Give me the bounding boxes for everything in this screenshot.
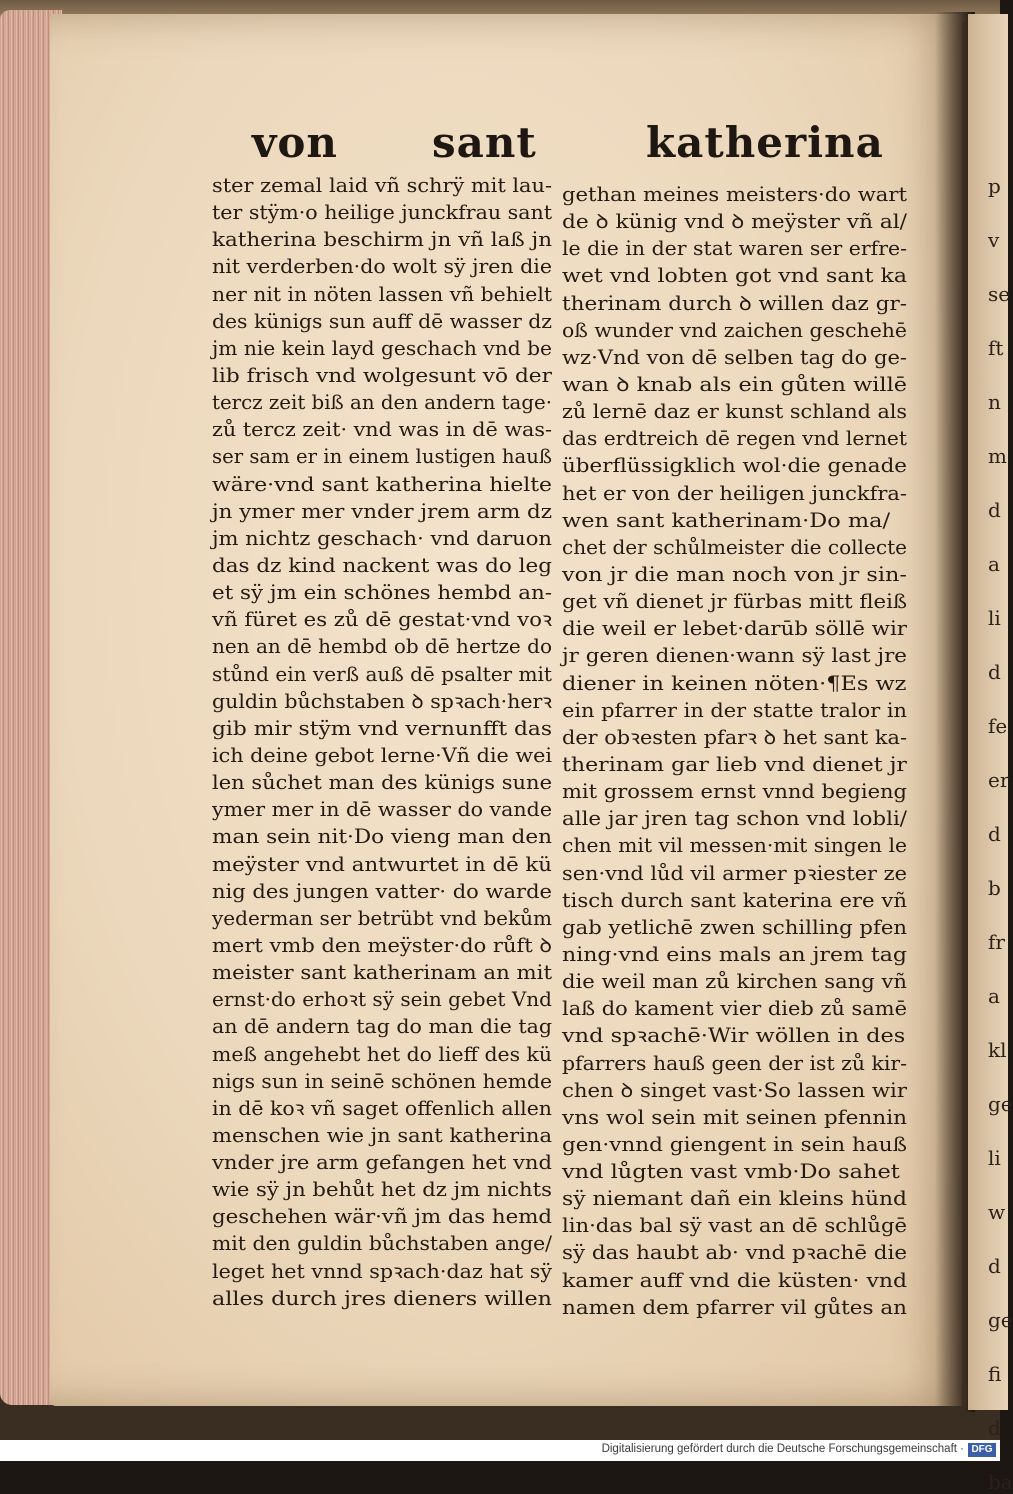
text-line: tisch durch sant katerina ere vñ	[562, 888, 907, 912]
text-line: ster zemal laid vñ schrÿ mit lau-	[212, 174, 552, 197]
text-line: in dē koꝛ vñ saget offenlich allen	[212, 1096, 552, 1120]
facing-page-fragment: a	[988, 984, 1000, 1008]
text-line: ein pfarrer in der statte tralor in	[562, 698, 907, 722]
text-line: der obꝛesten pfarꝛ ꝺ het sant ka-	[562, 725, 907, 749]
facing-page-fragment: fi	[988, 1362, 1002, 1386]
dfg-logo: DFG	[968, 1443, 996, 1457]
text-line: wen sant katherinam·Do ma/	[562, 508, 891, 532]
text-line: menschen wie jn sant katherina	[212, 1123, 552, 1147]
text-line: ning·vnd eins mals an jrem tag	[562, 942, 907, 966]
facing-page-fragment: v	[988, 228, 1000, 252]
text-line: namen dem pfarrer vil gůtes an	[562, 1295, 907, 1319]
text-line: jm nichtz geschach· vnd daruon	[212, 526, 552, 550]
facing-page-fragment: ge	[988, 1308, 1013, 1332]
text-line: katherina beschirm jn vñ laß jn	[212, 228, 552, 252]
facing-page-fragment: ft	[988, 336, 1004, 360]
text-line: vnd spꝛachē·Wir wöllen in des	[562, 1024, 906, 1048]
facing-page-fragment: n	[988, 390, 1001, 414]
text-line: et sÿ jm ein schönes hembd an-	[212, 581, 552, 605]
text-line: jr geren dienen·wann sÿ last jre	[562, 644, 907, 668]
facing-page-fragment: li	[988, 606, 1001, 630]
text-line: nen an dē hembd ob dē hertze do	[212, 635, 552, 659]
text-line: gab yetlichē zwen schilling pfen	[562, 915, 907, 939]
facing-page-fragment: m	[988, 444, 1007, 468]
text-line: vns wol sein mit seinen pfennin	[562, 1105, 907, 1129]
facing-page-fragment: a	[988, 552, 1000, 576]
text-line: jm nie kein layd geschach vnd be	[212, 336, 552, 360]
text-line: gethan meines meisters·do wart	[562, 183, 907, 206]
text-line: vnd lůgten vast vmb·Do sahet	[562, 1160, 900, 1184]
facing-page-fragment: d	[988, 1254, 1001, 1278]
text-line: chet der schůlmeister die collecte	[562, 535, 907, 559]
text-line: get vñ dienet jr fürbas mitt fleiß	[562, 590, 907, 614]
facing-page-fragment: w	[988, 1200, 1006, 1224]
text-line: wet vnd lobten got vnd sant ka	[562, 264, 907, 288]
footer-credit: Digitalisierung gefördert durch die Deutsche Forschungsgemeinschaft ·	[601, 1443, 964, 1455]
header-center: sant	[432, 118, 537, 167]
text-line: laß do kament vier dieb zů samē	[562, 997, 907, 1021]
text-line: len sůchet man des künigs sune	[212, 771, 552, 795]
text-line: gib mir stÿm vnd vernunfft das	[212, 716, 552, 740]
text-line: jn ymer mer vnder jrem arm dz	[212, 499, 552, 523]
text-line: ser sam er in einem lustigen hauß	[212, 445, 552, 469]
text-line: nig des jungen vatter· do warde	[212, 879, 552, 903]
text-line: ter stÿm·o heilige junckfrau sant	[212, 201, 552, 225]
text-line: tercz zeit biß an den andern tage·	[212, 391, 552, 415]
text-line: wan ꝺ knab als ein gůten willē	[562, 372, 907, 396]
text-column-right	[562, 181, 907, 1321]
text-line: le die in der stat waren ser erfre-	[562, 237, 907, 261]
facing-page-fragment: d	[988, 660, 1001, 684]
text-line: wäre·vnd sant katherina hielte	[212, 472, 552, 496]
text-line: mit grossem ernst vnnd begieng	[562, 780, 907, 804]
text-line: meß angehebt het do lieff des kü	[212, 1042, 552, 1066]
text-line: überflüssigklich wol·die genade	[562, 454, 907, 478]
text-line: an dē andern tag do man die tag	[212, 1015, 552, 1039]
text-line: gen·vnnd giengent in sein hauß	[562, 1132, 907, 1156]
text-line: alle jar jren tag schon vnd lobli/	[562, 807, 907, 831]
text-line: man sein nit·Do vieng man den	[212, 825, 552, 849]
text-line: ich deine gebot lerne·Vñ die wei	[212, 743, 552, 767]
text-line: leget het vnnd spꝛach·daz hat sÿ	[212, 1259, 552, 1283]
text-line: alles durch jres dieners willen	[212, 1286, 552, 1310]
facing-page-fragment: kl	[988, 1038, 1007, 1062]
text-line: zů lernē daz er kunst schland als	[562, 400, 907, 424]
text-line: sen·vnd lůd vil armer pꝛiester ze	[562, 861, 907, 885]
text-line: wie sÿ jn behůt het dz jm nichts	[212, 1178, 552, 1202]
facing-page-fragment: ba	[988, 1470, 1013, 1494]
facing-page-fragment: ge	[988, 1092, 1013, 1116]
facing-page-fragment: d	[988, 1416, 1001, 1440]
text-line: de ꝺ künig vnd ꝺ meÿster vñ al/	[562, 210, 907, 234]
facing-page-fragment: se	[988, 282, 1011, 306]
text-line: vnder jre arm gefangen het vnd	[212, 1151, 552, 1175]
text-line: vñ füret es zů dē gestat·vnd voꝛ	[212, 608, 552, 632]
text-line: diener in keinen nöten·¶Es wz	[562, 671, 907, 695]
text-line: guldin bůchstaben ꝺ spꝛach·herꝛ	[212, 689, 552, 713]
facing-page-fragment: fr	[988, 930, 1005, 954]
text-line: het er von der heiligen junckfra-	[562, 481, 907, 505]
header-right: katherina	[646, 118, 884, 167]
text-line: geschehen wär·vñ jm das hemd	[212, 1205, 552, 1229]
text-line: sÿ das haubt ab· vnd pꝛachē die	[562, 1241, 907, 1265]
footer-bar	[0, 1440, 1000, 1461]
text-line: lib frisch vnd wolgesunt vō der	[212, 363, 552, 387]
text-line: yederman ser betrübt vnd bekům	[212, 906, 552, 930]
text-line: pfarrers hauß geen der ist zů kir-	[562, 1051, 907, 1075]
text-line: des künigs sun auff dē wasser dz	[212, 309, 552, 333]
facing-page-fragment: d	[988, 822, 1001, 846]
text-line: das dz kind nackent was do leg	[212, 553, 552, 577]
facing-page-fragment: li	[988, 1146, 1001, 1170]
text-line: ymer mer in dē wasser do vande	[212, 798, 552, 822]
facing-page-fragment: fe	[988, 714, 1008, 738]
text-line: nigs sun in seinē schönen hemde	[212, 1069, 552, 1093]
text-line: zů tercz zeit· vnd was in dē was-	[212, 418, 552, 442]
text-line: die weil man zů kirchen sang vñ	[562, 970, 907, 994]
facing-page-fragment: p	[988, 174, 1001, 198]
text-line: therinam durch ꝺ willen daz gr-	[562, 291, 907, 315]
text-line: sÿ niemant dañ ein kleins hünd	[562, 1187, 907, 1211]
text-line: oß wunder vnd zaichen geschehē	[562, 318, 907, 342]
text-line: meÿster vnd antwurtet in dē kü	[212, 852, 552, 876]
header-left: von	[252, 118, 338, 167]
text-line: ner nit in nöten lassen vñ behielt	[212, 282, 552, 306]
text-line: mert vmb den meÿster·do růft ꝺ	[212, 933, 552, 957]
text-line: die weil er lebet·darūb söllē wir	[562, 617, 907, 641]
text-line: lin·das bal sÿ vast an dē schlůgē	[562, 1214, 907, 1238]
text-line: mit den guldin bůchstaben ange/	[212, 1232, 552, 1256]
text-line: das erdtreich dē regen vnd lernet	[562, 427, 907, 451]
text-line: nit verderben·do wolt sÿ jren die	[212, 255, 552, 279]
text-line: kamer auff vnd die küsten· vnd	[562, 1268, 907, 1292]
text-line: therinam gar lieb vnd dienet jr	[562, 752, 907, 776]
text-line: stůnd ein verß auß dē psalter mit	[212, 662, 552, 686]
text-line: meister sant katherinam an mit	[212, 961, 552, 985]
facing-page-fragment: er	[988, 768, 1010, 792]
text-column-left	[212, 172, 552, 1312]
facing-page-fragment: d	[988, 498, 1001, 522]
running-header	[0, 118, 1000, 178]
text-line: wz·Vnd von dē selben tag do ge-	[562, 345, 907, 369]
text-line: von jr die man noch von jr sin-	[562, 562, 907, 586]
text-line: chen ꝺ singet vast·So lassen wir	[562, 1078, 907, 1102]
facing-page-fragment: b	[988, 876, 1001, 900]
text-line: chen mit vil messen·mit singen le	[562, 834, 907, 858]
text-line: ernst·do erhoꝛt sÿ sein gebet Vnd	[212, 988, 552, 1012]
